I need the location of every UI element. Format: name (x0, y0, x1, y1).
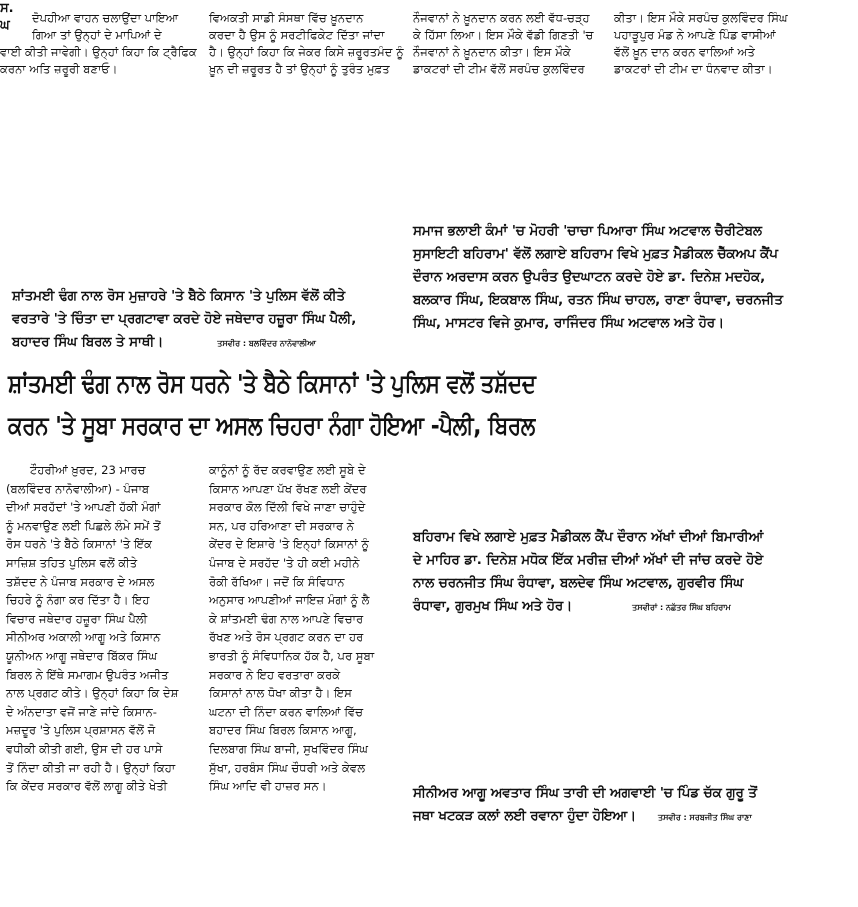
caption-line-text: ਬਹਾਦਰ ਸਿੰਘ ਬਿਰਲ ਤੇ ਸਾਥੀ। (12, 335, 164, 350)
top-fragment-line: ਖ਼ੂਨ ਦੀ ਜ਼ਰੂਰਤ ਹੈ ਤਾਂ ਉਨ੍ਹਾਂ ਨੂੰ ਤੁਰੰਤ ਮੁਫ਼ਤ (209, 62, 390, 76)
eye-camp-photo-caption (413, 526, 803, 619)
article-line: ਦਿਲਬਾਗ ਸਿੰਘ ਬਾਜੀ, ਸੁਖਵਿੰਦਰ ਸਿੰਘ (209, 741, 368, 756)
top-fragment-line: ਘ (0, 18, 10, 33)
article-line: ਘਟਨਾ ਦੀ ਨਿੰਦਾ ਕਰਨ ਵਾਲਿਆਂ ਵਿੱਚ (209, 704, 364, 719)
article-line: ਰੱਖਣ ਅਤੇ ਰੋਸ ਪ੍ਰਗਟ ਕਰਨ ਦਾ ਹਰ (209, 630, 364, 645)
article-line: ਬਹਾਦਰ ਸਿੰਘ ਬਿਰਲ ਕਿਸਾਨ ਆਗੂ, (209, 723, 357, 738)
photo-credit: ਤਸਵੀਰਾਂ : ਨਛੱਤਰ ਸਿੰਘ ਬਹਿਰਾਮ (632, 603, 731, 612)
top-fragment-line: ਦੋਪਹੀਆ ਵਾਹਨ ਚਲਾਉਂਦਾ ਪਾਇਆ (32, 11, 179, 25)
article-line: (ਬਲਵਿੰਦਰ ਨਾਨੋਵਾਲੀਆ) - ਪੰਜਾਬ (6, 481, 150, 496)
article-headline (8, 363, 536, 447)
article-line: ਪੰਜਾਬ ਦੇ ਸਰਹੱਦ 'ਤੇ ਹੀ ਕਈ ਮਹੀਨੇ (209, 555, 360, 570)
top-fragment-col3 (209, 9, 404, 77)
article-line: ਕਿਸਾਨ ਆਪਣਾ ਪੱਖ ਰੱਖਣ ਲਈ ਕੇਂਦਰ (209, 481, 367, 496)
caption-line: ਸ਼ਾਂਤਮਈ ਢੰਗ ਨਾਲ ਰੋਸ ਮੁਜ਼ਾਹਰੇ 'ਤੇ ਬੈਠੇ ਕਿਸਾਨ 'ਤੇ ਪੁਲਿਸ ਵੱਲੋਂ ਕੀਤੇ (12, 289, 346, 304)
article-line: ਵਿਚਾਰ ਜਥੇਦਾਰ ਹਜ਼ੂਰਾ ਸਿੰਘ ਪੈਲੀ (6, 611, 148, 626)
article-line: ਸਿੰਘ ਆਦਿ ਵੀ ਹਾਜ਼ਰ ਸਨ। (209, 779, 327, 794)
caption-line (12, 331, 397, 355)
article-line: ਵਧੀਕੀ ਕੀਤੀ ਗਈ, ਉਸ ਦੀ ਹਰ ਪਾਸੇ (6, 741, 163, 756)
jatha-photo-caption (413, 782, 803, 829)
caption-line: ਦੌਰਾਨ ਅਰਦਾਸ ਕਰਨ ਉਪਰੰਤ ਉਦਘਾਟਨ ਕਰਦੇ ਹੋਏ ਡਾ. ਦਿਨੇਸ਼ ਮਦਹੋਕ, (413, 270, 766, 285)
top-fragment-col5 (614, 9, 804, 77)
article-line: ਸਾਜ਼ਿਸ਼ ਤਹਿਤ ਪੁਲਿਸ ਵਲੋਂ ਕੀਤੇ (6, 555, 138, 570)
article-line: ਯੂਨੀਅਨ ਆਗੂ ਜਥੇਦਾਰ ਬਿੱਕਰ ਸਿੰਘ (6, 648, 158, 663)
top-fragment-line: ਕਰਦਾ ਹੈ ਉਸ ਨੂੰ ਸਰਟੀਫਿਕੇਟ ਦਿੱਤਾ ਜਾਂਦਾ (209, 28, 385, 42)
top-fragment-line: ਕੇ ਹਿੱਸਾ ਲਿਆ। ਇਸ ਮੌਕੇ ਵੱਡੀ ਗਿਣਤੀ 'ਚ (413, 28, 594, 42)
article-line: ਨੂੰ ਮਨਵਾਉਣ ਲਈ ਪਿਛਲੇ ਲੰਮੇ ਸਮੇਂ ਤੋਂ (6, 518, 161, 533)
top-fragment-line: ਗਿਆ ਤਾਂ ਉਨ੍ਹਾਂ ਦੇ ਮਾਪਿਆਂ ਦੇ (32, 28, 162, 42)
photo-credit: ਤਸਵੀਰ : ਬਲਵਿੰਦਰ ਨਾਨੋਵਾਲੀਆ (217, 339, 316, 348)
article-line: ਸਨ, ਪਰ ਹਰਿਆਣਾ ਦੀ ਸਰਕਾਰ ਨੇ (209, 518, 354, 533)
top-fragment-line: ਵਾਈ ਕੀਤੀ ਜਾਵੇਗੀ। ਉਨ੍ਹਾਂ ਕਿਹਾ ਕਿ ਟ੍ਰੈਫਿਕ (0, 45, 197, 59)
article-line: ਦੇ ਅੰਨਦਾਤਾ ਵਜੋਂ ਜਾਣੇ ਜਾਂਦੇ ਕਿਸਾਨ- (6, 704, 157, 719)
article-line: ਟੌਹਰੀਆਂ ਖ਼ੁਰਦ, 23 ਮਾਰਚ (30, 463, 146, 477)
top-fragment-line: ਕਰਨਾ ਅਤਿ ਜ਼ਰੂਰੀ ਬਣਾਓ। (0, 62, 118, 76)
top-fragment-line: ਵੱਲੋਂ ਖ਼ੂਨ ਦਾਨ ਕਰਨ ਵਾਲਿਆਂ ਅਤੇ (614, 45, 755, 59)
article-line: ਤੋਂ ਨਿੰਦਾ ਕੀਤੀ ਜਾ ਰਹੀ ਹੈ। ਉਨ੍ਹਾਂ ਕਿਹਾ (6, 760, 176, 775)
caption-line: ਨਾਲ ਚਰਨਜੀਤ ਸਿੰਘ ਰੰਧਾਵਾ, ਬਲਦੇਵ ਸਿੰਘ ਅਟਵਾਲ, ਗੁਰਵੀਰ ਸਿੰਘ (413, 576, 744, 591)
article-line: ਸੁੱਖਾ, ਹਰਬੰਸ ਸਿੰਘ ਚੌਧਰੀ ਅਤੇ ਕੇਵਲ (209, 760, 366, 775)
article-line: ਭਾਰਤੀ ਨੂੰ ਸੰਵਿਧਾਨਿਕ ਹੱਕ ਹੈ, ਪਰ ਸੂਬਾ (209, 648, 375, 663)
caption-line: ਬਲਕਾਰ ਸਿੰਘ, ਇਕਬਾਲ ਸਿੰਘ, ਰਤਨ ਸਿੰਘ ਚਾਹਲ, ਰਾਣਾ ਰੰਧਾਵਾ, ਚਰਨਜੀਤ (413, 293, 783, 308)
top-fragment-col4 (413, 9, 603, 77)
article-line: ਰੋਕੀ ਰੱਖਿਆ। ਜਦੋਂ ਕਿ ਸੰਵਿਧਾਨ (209, 574, 345, 589)
top-fragment-line: ਪਹਾੜੂਪੁਰ ਮੰਡ ਨੇ ਆਪਣੇ ਪਿੰਡ ਵਾਸੀਆਂ (614, 28, 776, 42)
caption-line-text: ਰੰਧਾਵਾ, ਗੁਰਮੁਖ ਸਿੰਘ ਅਤੇ ਹੋਰ। (413, 599, 573, 614)
article-line: ਬਿਰਲ ਨੇ ਇੱਥੇ ਸਮਾਗਮ ਉਪਰੰਤ ਅਜੀਤ (6, 667, 169, 682)
top-fragment-line: ਨੌਜਵਾਨਾਂ ਨੇ ਖ਼ੂਨਦਾਨ ਕੀਤਾ। ਇਸ ਮੌਕੇ (413, 45, 571, 59)
top-fragment-line: ਨੌਜਵਾਨਾਂ ਨੇ ਖ਼ੂਨਦਾਨ ਕਰਨ ਲਈ ਵੱਧ-ਚੜ੍ਹ (413, 11, 590, 25)
article-line: ਕਿ ਕੇਂਦਰ ਸਰਕਾਰ ਵੱਲੋਂ ਲਾਗੂ ਕੀਤੇ ਖੇਤੀ (6, 779, 168, 794)
article-line: ਕਿਸਾਨਾਂ ਨਾਲ ਧੋਖਾ ਕੀਤਾ ਹੈ। ਇਸ (209, 686, 352, 701)
caption-line: ਸੀਨੀਅਰ ਆਗੂ ਅਵਤਾਰ ਸਿੰਘ ਤਾਰੀ ਦੀ ਅਗਵਾਈ 'ਚ ਪਿੰਡ ਚੱਕ ਗੁਰੂ ਤੋਂ (413, 786, 757, 801)
article-line: ਸਰਕਾਰ ਕੋਲ ਦਿੱਲੀ ਵਿਖੇ ਜਾਣਾ ਚਾਹੁੰਦੇ (209, 500, 366, 515)
headline-line: ਸ਼ਾਂਤਮਈ ਢੰਗ ਨਾਲ ਰੋਸ ਧਰਨੇ 'ਤੇ ਬੈਠੇ ਕਿਸਾਨਾਂ 'ਤੇ ਪੁਲਿਸ ਵਲੋਂ ਤਸ਼ੱਦਦ (8, 369, 536, 398)
top-fragment-line: ਹੈ। ਉਨ੍ਹਾਂ ਕਿਹਾ ਕਿ ਜੇਕਰ ਕਿਸੇ ਜ਼ਰੂਰਤਮੰਦ ਨੂੰ (209, 45, 404, 59)
article-line: ਕਾਨੂੰਨਾਂ ਨੂੰ ਰੱਦ ਕਰਵਾਉਣ ਲਈ ਸੂਬੇ ਦੇ (209, 463, 366, 477)
article-line: ਚਿਹਰੇ ਨੂੰ ਨੰਗਾ ਕਰ ਦਿੱਤਾ ਹੈ। ਇਹ (6, 593, 150, 608)
headline-line: ਕਰਨ 'ਤੇ ਸੂਬਾ ਸਰਕਾਰ ਦਾ ਅਸਲ ਚਿਹਰਾ ਨੰਗਾ ਹੋਇਆ -ਪੈਲੀ, ਬਿਰਲ (8, 411, 535, 440)
top-fragment-line: ਕੀਤਾ। ਇਸ ਮੌਕੇ ਸਰਪੰਚ ਕੁਲਵਿੰਦਰ ਸਿੰਘ (614, 11, 788, 25)
caption-line (413, 595, 803, 619)
top-fragment-line: ਡਾਕਟਰਾਂ ਦੀ ਟੀਮ ਦਾ ਧੰਨਵਾਦ ਕੀਤਾ। (614, 62, 773, 76)
caption-line-text: ਜਥਾ ਖਟਕੜ ਕਲਾਂ ਲਈ ਰਵਾਨਾ ਹੁੰਦਾ ਹੋਇਆ। (413, 809, 636, 824)
article-line: ਤਸ਼ੱਦਦ ਨੇ ਪੰਜਾਬ ਸਰਕਾਰ ਦੇ ਅਸਲ (6, 574, 155, 589)
article-line: ਨਾਲ ਪ੍ਰਗਟ ਕੀਤੇ। ਉਨ੍ਹਾਂ ਕਿਹਾ ਕਿ ਦੇਸ਼ (6, 686, 179, 701)
caption-line: ਸਿੰਘ, ਮਾਸਟਰ ਵਿਜੇ ਕੁਮਾਰ, ਰਾਜਿੰਦਰ ਸਿੰਘ ਅਟਵਾਲ ਅਤੇ ਹੋਰ। (413, 316, 724, 331)
article-line: ਅਨੁਸਾਰ ਆਪਣੀਆਂ ਜਾਇਜ਼ ਮੰਗਾਂ ਨੂੰ ਲੈ (209, 593, 370, 608)
top-fragment-line: ਵਿਅਕਤੀ ਸਾਡੀ ਸੰਸਥਾ ਵਿੱਚ ਖ਼ੂਨਦਾਨ (209, 11, 364, 25)
article-line: ਦੀਆਂ ਸਰਹੱਦਾਂ 'ਤੇ ਆਪਣੀ ਹੱਕੀ ਮੰਗਾਂ (6, 500, 161, 515)
article-line: ਸਰਕਾਰ ਨੇ ਇਹ ਵਰਤਾਰਾ ਕਰਕੇ (209, 667, 341, 682)
camp-photo-caption (413, 220, 803, 335)
top-fragment-line: ਡਾਕਟਰਾਂ ਦੀ ਟੀਮ ਵੱਲੋਂ ਸਰਪੰਚ ਕੁਲਵਿੰਦਰ (413, 62, 585, 76)
caption-line: ਦੇ ਮਾਹਿਰ ਡਾ. ਦਿਨੇਸ਼ ਮਧੋਕ ਇੱਕ ਮਰੀਜ਼ ਦੀਆਂ ਅੱਖਾਂ ਦੀ ਜਾਂਚ ਕਰਦੇ ਹੋਏ (413, 553, 764, 568)
caption-line: ਬਹਿਰਾਮ ਵਿਖੇ ਲਗਾਏ ਮੁਫ਼ਤ ਮੈਡੀਕਲ ਕੈਂਪ ਦੌਰਾਨ ਅੱਖਾਂ ਦੀਆਂ ਬਿਮਾਰੀਆਂ (413, 530, 764, 545)
caption-line: ਸਮਾਜ ਭਲਾਈ ਕੰਮਾਂ 'ਚ ਮੋਹਰੀ 'ਚਾਚਾ ਪਿਆਰਾ ਸਿੰਘ ਅਟਵਾਲ ਚੈਰੀਟੇਬਲ (413, 224, 762, 239)
article-line: ਰੋਸ ਧਰਨੇ 'ਤੇ ਬੈਠੇ ਕਿਸਾਨਾਂ 'ਤੇ ਇੱਕ (6, 537, 153, 552)
article-line: ਮਜ਼ਦੂਰ 'ਤੇ ਪੁਲਿਸ ਪ੍ਰਸ਼ਾਸਨ ਵੱਲੋਂ ਜੋ (6, 723, 156, 738)
photo-credit: ਤਸਵੀਰ : ਸਰਬਜੀਤ ਸਿੰਘ ਰਾਣਾ (657, 813, 752, 822)
article-line: ਸੀਨੀਅਰ ਅਕਾਲੀ ਆਗੂ ਅਤੇ ਕਿਸਾਨ (6, 630, 161, 645)
protest-photo-caption (12, 285, 397, 355)
caption-line (413, 805, 803, 829)
top-fragment-line: ਸ. (0, 1, 14, 16)
article-line: ਕੇ ਸ਼ਾਂਤਮਈ ਢੰਗ ਨਾਲ ਆਪਣੇ ਵਿਚਾਰ (209, 611, 364, 626)
top-fragment-col2 (0, 9, 200, 77)
article-column-2 (209, 461, 399, 796)
article-column-1 (6, 461, 196, 796)
article-line: ਕੇਂਦਰ ਦੇ ਇਸ਼ਾਰੇ 'ਤੇ ਇਨ੍ਹਾਂ ਕਿਸਾਨਾਂ ਨੂੰ (209, 537, 369, 552)
caption-line: ਸੁਸਾਇਟੀ ਬਹਿਰਾਮ' ਵੱਲੋਂ ਲਗਾਏ ਬਹਿਰਾਮ ਵਿਖੇ ਮੁਫ਼ਤ ਮੈਡੀਕਲ ਚੈੱਕਅਪ ਕੈਂਪ (413, 247, 778, 262)
caption-line: ਵਰਤਾਰੇ 'ਤੇ ਚਿੰਤਾ ਦਾ ਪ੍ਰਗਟਾਵਾ ਕਰਦੇ ਹੋਏ ਜਥੇਦਾਰ ਹਜ਼ੂਰਾ ਸਿੰਘ ਪੈਲੀ, (12, 312, 357, 327)
